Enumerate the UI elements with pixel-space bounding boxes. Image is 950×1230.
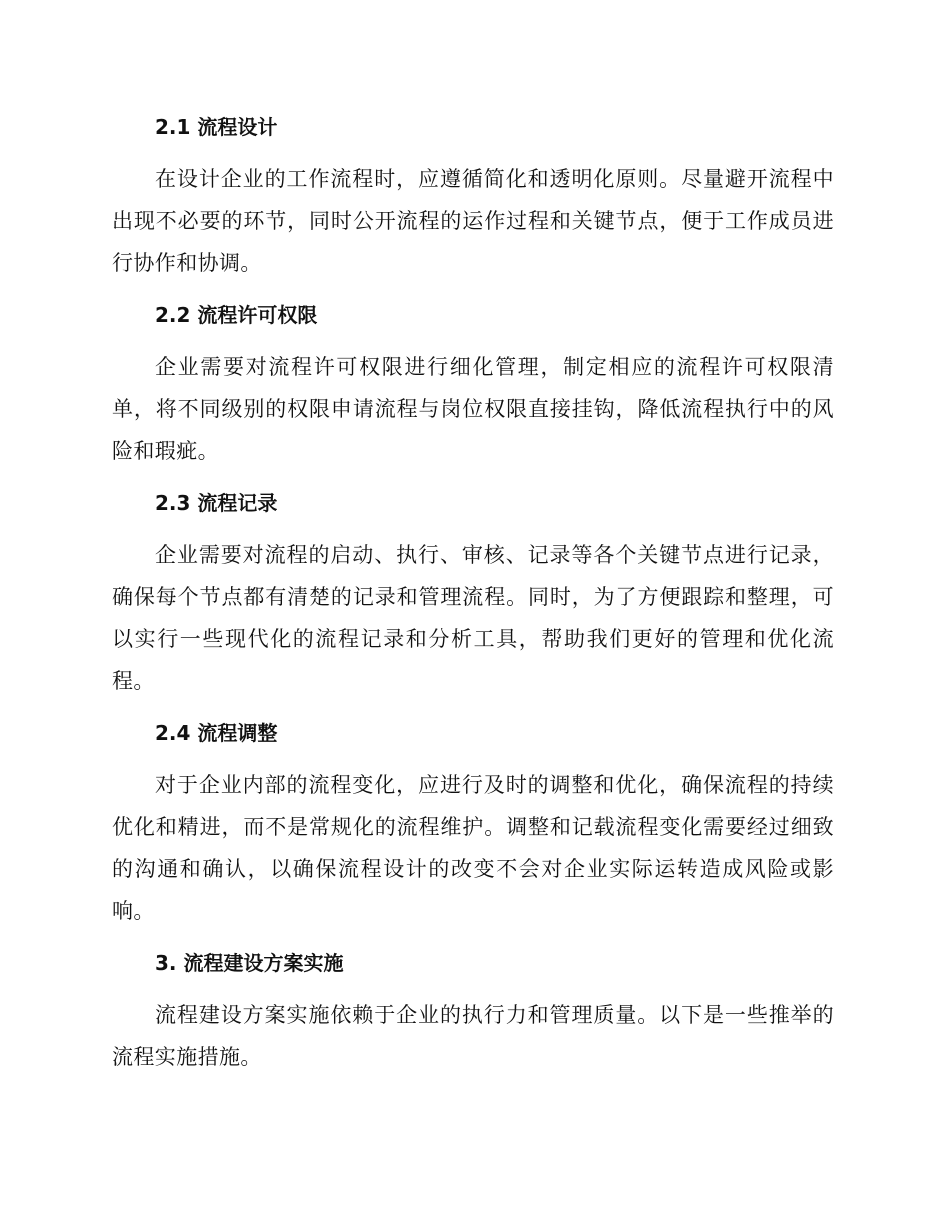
section-paragraph-3: 流程建设方案实施依赖于企业的执行力和管理质量。以下是一些推举的流程实施措施。 — [112, 1003, 834, 1069]
section-heading-3: 3. 流程建设方案实施 — [155, 951, 344, 975]
document-body — [112, 108, 834, 1078]
section-heading-2-3: 2.3 流程记录 — [155, 491, 278, 515]
section-heading-2-2: 2.2 流程许可权限 — [155, 303, 318, 327]
section-heading-2-4: 2.4 流程调整 — [155, 721, 278, 745]
section-paragraph-2-2: 企业需要对流程许可权限进行细化管理，制定相应的流程许可权限清单，将不同级别的权限申请流程与岗位权限直接挂钩，降低流程执行中的风险和瑕疵。 — [112, 355, 834, 463]
section-heading-2-1: 2.1 流程设计 — [155, 115, 278, 139]
section-paragraph-2-4: 对于企业内部的流程变化，应进行及时的调整和优化，确保流程的持续优化和精进，而不是常规化的流程维护。调整和记载流程变化需要经过细致的沟通和确认，以确保流程设计的改变不会对企业实际运转造成风险或影响。 — [112, 773, 834, 923]
section-paragraph-2-3: 企业需要对流程的启动、执行、审核、记录等各个关键节点进行记录，确保每个节点都有清楚的记录和管理流程。同时，为了方便跟踪和整理，可以实行一些现代化的流程记录和分析工具，帮助我们更好的管理和优化流程。 — [112, 543, 834, 693]
section-paragraph-2-1: 在设计企业的工作流程时，应遵循简化和透明化原则。尽量避开流程中出现不必要的环节，同时公开流程的运作过程和关键节点，便于工作成员进行协作和协调。 — [112, 167, 834, 275]
